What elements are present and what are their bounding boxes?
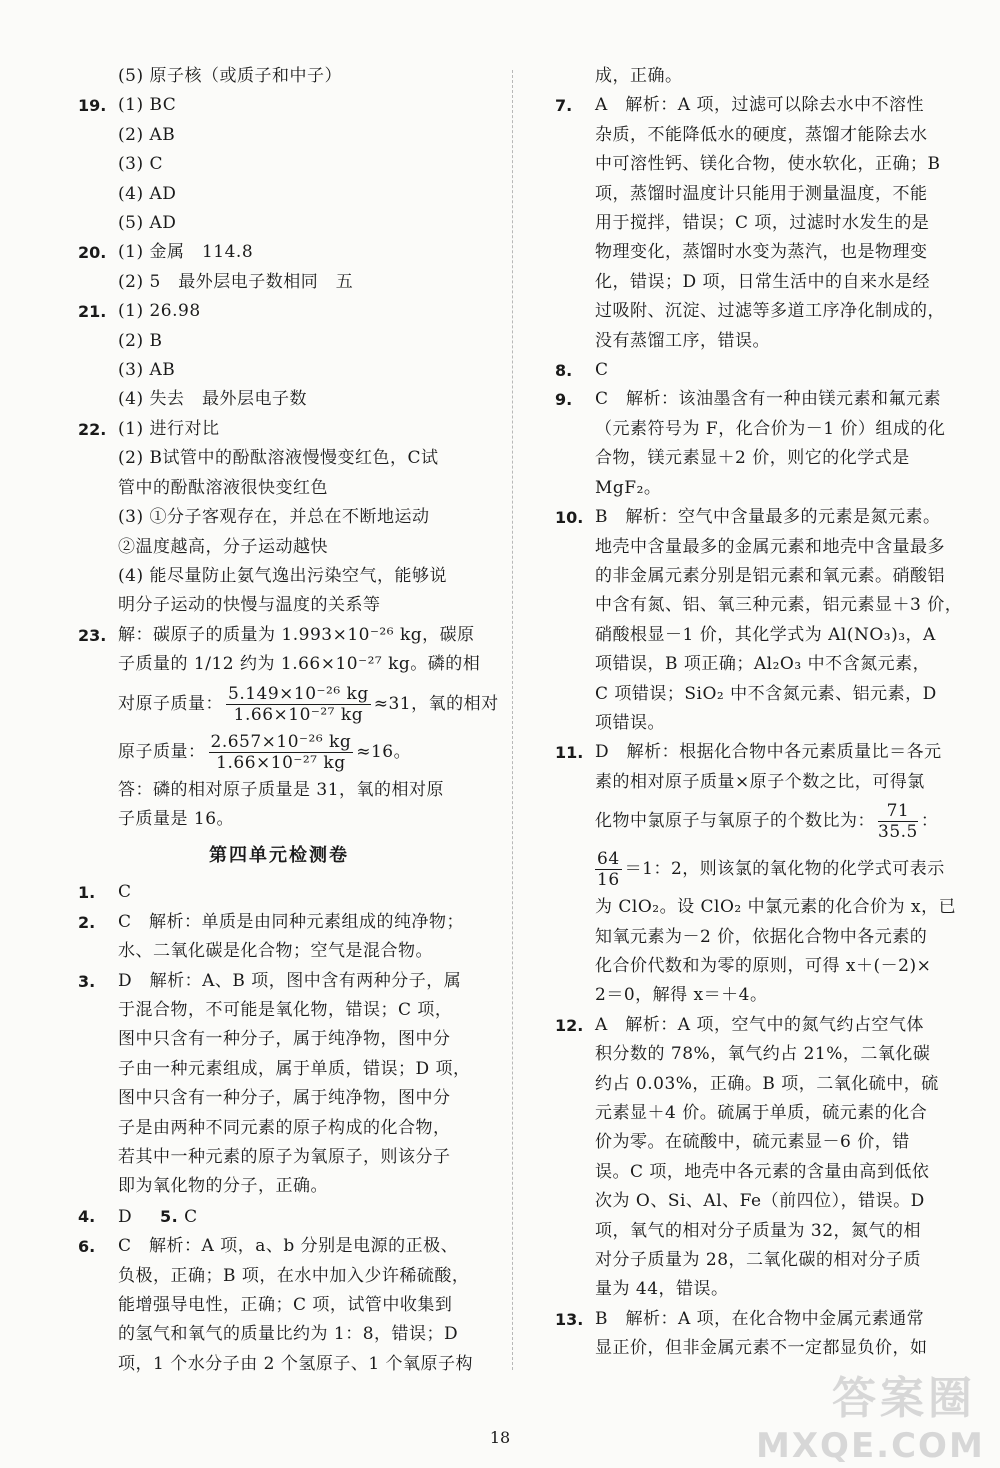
answer-line: 子是由两种不同元素的原子构成的化合物， [118,1117,451,1138]
answer-1 [78,878,480,907]
answer-line: (4) 能尽量防止氨气逸出污染空气，能够说 [118,565,447,586]
question-19 [78,91,480,238]
answer-line: 过吸附、沉淀、过滤等多道工序净化制成的， [595,301,945,322]
answer-line: (3) ①分子客观存在，并总在不断地运动 [118,507,430,528]
answer-line: 误。C 项，地壳中各元素的含量由高到低依 [595,1161,930,1182]
fraction-line [595,797,956,845]
question-number: 5. [159,1206,179,1226]
answer-line: C 解析：该油墨含有一种由镁元素和氟元素 [595,389,942,410]
answer-line: 2＝0，解得 x＝＋4。 [595,985,768,1006]
answer-line: D 解析：A、B 项，图中含有两种分子，属 [118,970,462,991]
answer-line: 能增强导电性，正确；C 项，试管中收集到 [118,1295,453,1316]
answer-line: 约占 0.03%，正确。B 项，二氧化硫中，硫 [595,1073,939,1094]
answer-line: 物理变化，蒸馏时水变为蒸汽，也是物理变 [595,242,928,263]
watermark-text: 答案圈 [832,1373,976,1424]
answer-line: 合物，镁元素显＋2 价，则它的化学式是 [595,448,910,469]
question-number: 11. [555,743,584,763]
question-number: 8. [555,361,573,381]
answer-line: (1) 进行对比 [118,418,220,439]
answer-line: 量为 44，错误。 [595,1279,729,1300]
question-number: 13. [555,1309,584,1329]
answer-9 [555,385,955,503]
answer-line: 价为零。在硫酸中，硫元素显－6 价，错 [595,1132,910,1153]
answer-line: 用于搅拌，错误；C 项，过滤时水发生的是 [595,213,930,234]
question-number: 20. [78,243,107,263]
answer-line: (3) AB [118,360,176,381]
answer-line: (2) 5 最外层电子数相同 五 [118,271,354,292]
answer-line: 项错误。 [595,712,665,733]
answer-11 [555,738,955,1010]
answer-value: C [184,1206,198,1227]
answer-line: 子由一种元素组成，属于单质，错误；D 项， [118,1058,471,1079]
answer-line: 硝酸根显－1 价，其化学式为 Al(NO₃)₃，A [595,624,936,645]
answer-line: 解：碳原子的质量为 1.993×10⁻²⁶ kg，碳原 [118,624,475,645]
answer-line: 元素显＋4 价。硫属于单质，硫元素的化合 [595,1103,928,1123]
answer-line: (1) 26.98 [118,301,201,322]
answer-line: （元素符号为 F，化合价为－1 价）组成的化 [595,418,946,439]
fraction-line [595,845,956,893]
answer-line: A 解析：A 项，空气中的氮气约占空气体 [595,1014,924,1035]
right-column [555,62,963,1364]
answer-line: 明分子运动的快慢与温度的关系等 [118,595,381,616]
answer-line: C 解析：单质是由同种元素组成的纯净物； [118,911,465,932]
question-number: 2. [78,912,96,932]
left-column [78,62,499,1379]
question-23 [78,621,499,835]
answer-line: (4) AD [118,183,177,204]
denominator: 1.66×10⁻²⁷ kg [216,752,346,773]
fraction-line [118,728,499,776]
answer-line: 项错误，B 项正确；Al₂O₃ 中不含氮元素， [595,654,931,675]
page-number: 18 [489,1428,511,1447]
answer-line: 项，氧气的相对分子质量为 32，氮气的相 [595,1220,922,1241]
answer-line: C [118,882,132,903]
fraction [226,684,371,725]
question-number: 9. [555,390,573,410]
answer-line: ②温度越高，分子运动越快 [118,536,328,557]
question-20 [78,238,480,297]
question-number: 10. [555,508,584,528]
fraction [878,801,918,842]
question-number: 7. [555,96,573,116]
answer-13 [555,1305,955,1364]
answer-line: B 解析：空气中含量最多的元素是氮元素。 [595,507,941,528]
answer-line: 管中的酚酞溶液很快变红色 [118,477,328,498]
answer-line: 图中只含有一种分子，属于纯净物，图中分 [118,1029,451,1050]
denominator: 1.66×10⁻²⁷ kg [233,704,364,725]
answer-line: 中含有氮、铝、氧三种元素，铝元素显＋3 价， [595,595,963,616]
answer-line: 次为 O、Si、Al、Fe（前四位），错误。D [595,1191,925,1212]
answer-8 [555,356,955,385]
text: ≈31，氧的相对 [373,693,499,714]
answer-line: 负极，正确；B 项，在水中加入少许稀硫酸， [118,1265,470,1286]
answer-line: 知氧元素为－2 价，依据化合物中各元素的 [595,926,928,947]
answer-line: 即为氧化物的分子，正确。 [118,1176,328,1197]
answer-line: (2) B [118,330,163,351]
answer-line: A 解析：A 项，过滤可以除去水中不溶性 [595,95,924,116]
answer-line: 中可溶性钙、镁化合物，使水软化，正确；B [595,154,941,175]
answer-line: 的非金属元素分别是铝元素和氧元素。硝酸铝 [595,565,945,586]
answer-line: (2) AB [118,124,176,145]
answer-line: 显正价，但非金属元素不一定都显负价，如 [595,1338,928,1359]
answer-line: (1) BC [118,95,177,116]
answer-line: 积分数的 78%，氧气约占 21%，二氧化碳 [595,1044,931,1065]
numerator: 71 [878,801,918,822]
answer-line: (5) 原子核（或质子和中子） [118,66,342,86]
denominator: 35.5 [878,822,918,843]
watermark-url: MXQE.COM [756,1426,985,1466]
answer-line: (1) 金属 114.8 [118,242,254,263]
answer-line: 若其中一种元素的原子为氧原子，则该分子 [118,1147,451,1167]
question-number: 22. [78,419,107,439]
answer-line: 的氢气和氧气的质量比约为 1：8，错误；D [118,1324,459,1345]
answer-line: 图中只含有一种分子，属于纯净物，图中分 [118,1088,451,1109]
numerator: 5.149×10⁻²⁶ kg [228,683,369,704]
answer-line: D 解析：根据化合物中各元素质量比＝各元 [595,742,942,763]
fraction-line [118,680,499,728]
answer-line [118,1202,480,1232]
answer-10 [555,503,963,738]
question-number: 3. [78,971,96,991]
text: ＝1：2，则该氯的氧化物的化学式可表示 [624,859,945,880]
question-21 [78,297,480,415]
answer-line: B 解析：A 项，在化合物中金属元素通常 [595,1308,925,1329]
denominator: 16 [597,870,620,891]
answer-line: 素的相对原子质量×原子个数之比，可得氯 [595,771,925,792]
answer-7 [555,91,955,356]
answer-line: MgF₂。 [595,477,662,498]
answer-line: C 解析：A 项，a、b 分别是电源的正极、 [118,1236,459,1257]
answer-3 [78,967,480,1202]
answer-4-5 [78,1202,480,1232]
numerator: 2.657×10⁻²⁶ kg [210,731,352,752]
answer-line: 子质量的 1/12 约为 1.66×10⁻²⁷ kg。磷的相 [118,654,481,675]
answer-line: (4) 失去 最外层电子数 [118,389,307,410]
question-number: 23. [78,625,107,645]
answer-line: 成，正确。 [595,66,683,86]
answer-line: 杂质，不能降低水的硬度，蒸馏才能除去水 [595,124,928,145]
answer-line: 化，错误；D 项，日常生活中的自来水是经 [595,271,931,292]
column-divider [512,70,513,1370]
answer-line: 为 ClO₂。设 ClO₂ 中氯元素的化合价为 x，已 [595,897,957,918]
answer-line: 水、二氧化碳是化合物；空气是混合物。 [118,941,433,962]
question-number: 21. [78,302,107,322]
question-22 [78,415,480,621]
section-title: 第四单元检测卷 [209,845,349,867]
text: ： [920,811,939,832]
answer-line: C [595,360,609,381]
answer-line: 对分子质量为 28，二氧化碳的相对分子质 [595,1250,922,1271]
answer-line: 于混合物，不可能是氧化物，错误；C 项， [118,999,453,1020]
answer-value: D [118,1206,133,1227]
question-number: 12. [555,1015,584,1035]
answer-line: 答：磷的相对原子质量是 31，氧的相对原 [118,779,445,800]
answer-line: 项，1 个水分子由 2 个氢原子、1 个氧原子构 [118,1353,474,1374]
question-number: 1. [78,883,96,903]
fraction [595,849,622,890]
answer-line: C 项错误；SiO₂ 中不含氮元素、铝元素，D [595,683,937,704]
answer-line: (3) C [118,154,163,175]
answer-6 [78,1232,480,1379]
text: ≈16。 [356,741,412,762]
text: 对原子质量： [118,693,223,714]
numerator: 64 [597,849,620,870]
text: 化物中氯原子与氧原子的个数比为： [595,811,875,832]
answer-line: 化合价代数和为零的原则，可得 x＋(－2)× [595,955,932,976]
watermark-logo [756,1362,985,1466]
answer-line: 地壳中含量最多的金属元素和地壳中含量最多 [595,536,945,557]
fraction [209,732,354,773]
question-number: 19. [78,96,107,116]
answer-line: 项，蒸馏时温度计只能用于测量温度，不能 [595,183,928,204]
answer-12 [555,1011,955,1305]
question-number: 4. [78,1206,96,1226]
question-number: 6. [78,1237,96,1257]
text: 原子质量： [118,741,206,762]
answer-line: 没有蒸馏工序，错误。 [595,330,770,351]
answer-2 [78,908,480,967]
answer-line: (5) AD [118,213,177,234]
answer-line: (2) B试管中的酚酞溶液慢慢变红色，C试 [118,448,439,469]
answer-line: 子质量是 16。 [118,808,235,829]
